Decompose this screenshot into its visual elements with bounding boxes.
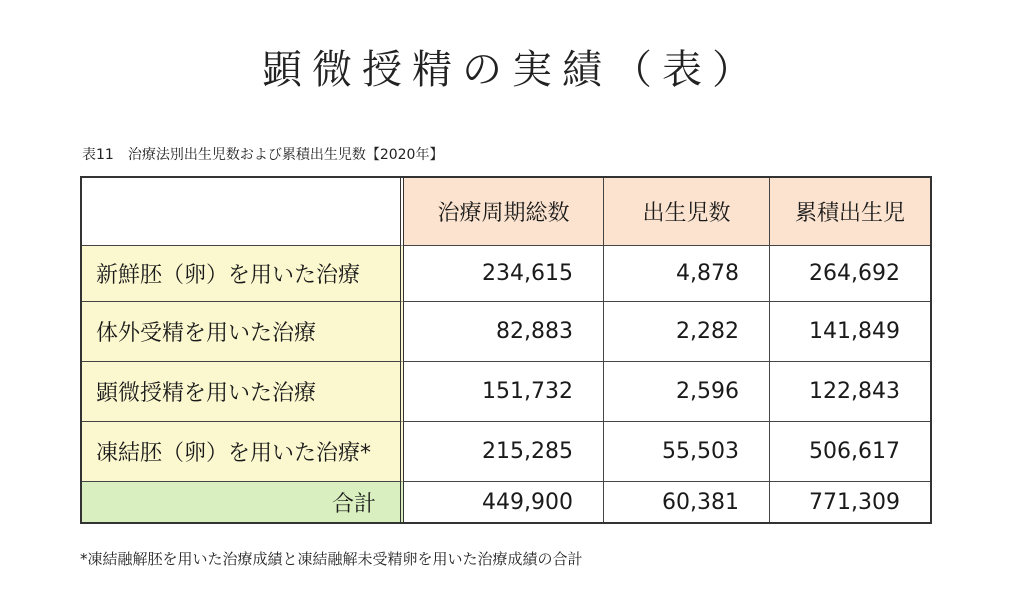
results-table: [80, 176, 932, 524]
column-header-cumulative-births: 累積出生児: [770, 178, 930, 246]
row-label-icsi: 顕微授精を用いた治療: [82, 362, 404, 422]
table-cell: 4,878: [604, 246, 770, 302]
row-label-fresh-embryo: 新鮮胚（卵）を用いた治療: [82, 246, 404, 302]
table-cell: 141,849: [770, 302, 930, 362]
table-cell-total: 771,309: [770, 482, 930, 522]
page-title: 顕微授精の実績（表）: [262, 47, 762, 93]
table-cell: 55,503: [604, 422, 770, 482]
table-cell-total: 60,381: [604, 482, 770, 522]
footnote: *凍結融解胚を用いた治療成績と凍結融解未受精卵を用いた治療成績の合計: [80, 550, 583, 568]
table-cell: 264,692: [770, 246, 930, 302]
row-label-ivf: 体外受精を用いた治療: [82, 302, 404, 362]
table-cell: 234,615: [404, 246, 604, 302]
table-cell: 2,596: [604, 362, 770, 422]
row-label-frozen-embryo: 凍結胚（卵）を用いた治療*: [82, 422, 404, 482]
table-cell: 122,843: [770, 362, 930, 422]
table-cell: 2,282: [604, 302, 770, 362]
column-header-total-cycles: 治療周期総数: [404, 178, 604, 246]
table-cell-total: 449,900: [404, 482, 604, 522]
table-cell: 151,732: [404, 362, 604, 422]
column-header-births: 出生児数: [604, 178, 770, 246]
row-label-total: 合計: [82, 482, 404, 522]
table-cell: 82,883: [404, 302, 604, 362]
table-corner-cell: [82, 178, 404, 246]
table-cell: 215,285: [404, 422, 604, 482]
table-cell: 506,617: [770, 422, 930, 482]
table-caption: 表11 治療法別出生児数および累積出生児数【2020年】: [82, 147, 444, 163]
